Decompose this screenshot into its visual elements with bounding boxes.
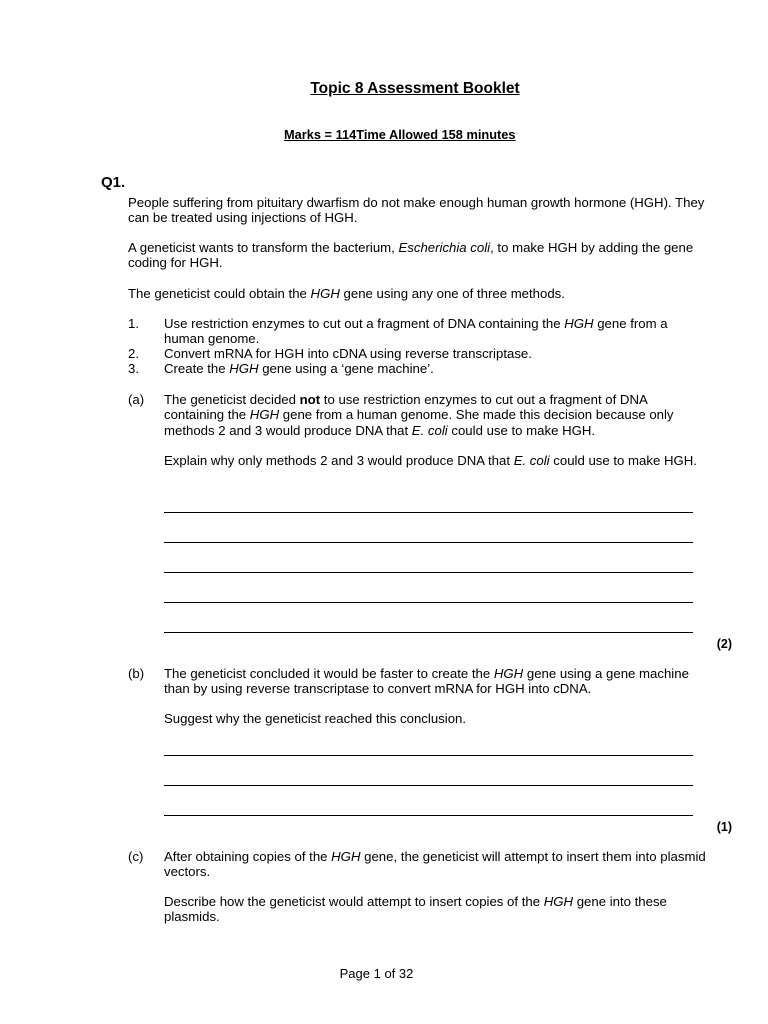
part-b-label: (b) [128, 666, 145, 681]
part-a-marks: (2) [716, 637, 732, 651]
intro-paragraph-2: A geneticist wants to transform the bacterium, Escherichia coli, to make HGH by adding the gene coding for HGH. [128, 240, 694, 271]
method-3: Create the HGH gene using a ‘gene machine’. [164, 361, 434, 376]
answer-line[interactable] [164, 755, 693, 756]
answer-line[interactable] [164, 542, 693, 543]
page-title: Topic 8 Assessment Booklet [310, 80, 520, 97]
answer-line[interactable] [164, 602, 693, 603]
part-c-stem: After obtaining copies of the HGH gene, the geneticist will attempt to insert them into plasmid vectors. [164, 849, 706, 880]
intro-paragraph-1: People suffering from pituitary dwarfism do not make enough human growth hormone (HGH). They can be treated using injections of HGH. [128, 195, 705, 226]
part-c-label: (c) [128, 849, 144, 864]
part-c-question: Describe how the geneticist would attempt to insert copies of the HGH gene into these plasmids. [164, 894, 667, 925]
species-name: Escherichia coli [398, 240, 491, 255]
answer-line[interactable] [164, 815, 693, 816]
method-number: 1. [128, 316, 139, 331]
intro-paragraph-3: The geneticist could obtain the HGH gene using any one of three methods. [128, 286, 565, 301]
time-allowed: Time Allowed 158 minutes [356, 127, 516, 142]
total-marks: Marks = 114 [284, 127, 357, 142]
answer-line[interactable] [164, 512, 693, 513]
page-footer: Page 1 of 32 [339, 966, 414, 981]
method-number: 3. [128, 361, 139, 376]
method-2: Convert mRNA for HGH into cDNA using reverse transcriptase. [164, 346, 532, 361]
method-1: Use restriction enzymes to cut out a fragment of DNA containing the HGH gene from a human genome. [164, 316, 668, 347]
marks-and-time [284, 127, 516, 143]
method-number: 2. [128, 346, 139, 361]
part-b-question: Suggest why the geneticist reached this conclusion. [164, 711, 467, 726]
part-a-stem: The geneticist decided not to use restriction enzymes to cut out a fragment of DNA containing the HGH gene from a human genome. She made this decision because only methods 2 and 3 would produce DNA that E. coli could use to make HGH. [164, 392, 674, 438]
question-number: Q1. [101, 174, 126, 191]
answer-line[interactable] [164, 572, 693, 573]
part-b-stem: The geneticist concluded it would be faster to create the HGH gene using a gene machine than by using reverse transcriptase to convert mRNA for HGH into cDNA. [164, 666, 689, 697]
answer-line[interactable] [164, 632, 693, 633]
part-a-label: (a) [128, 392, 145, 407]
part-a-question: Explain why only methods 2 and 3 would produce DNA that E. coli could use to make HGH. [164, 453, 697, 468]
answer-line[interactable] [164, 785, 693, 786]
part-b-marks: (1) [716, 820, 732, 834]
